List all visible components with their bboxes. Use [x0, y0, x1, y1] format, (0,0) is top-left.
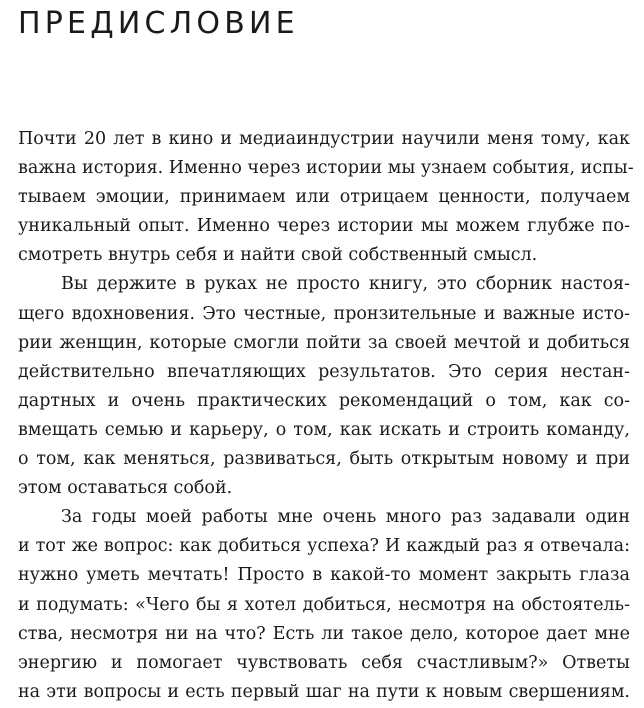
paragraph [18, 125, 634, 270]
text-line: действительно впечатляющих результатов. Это серия нестан- [18, 361, 630, 382]
text-line: важна история. Именно через истории мы узнаем события, испы- [18, 158, 634, 179]
text-line: дартных и очень практических рекомендаций о том, как со- [18, 390, 630, 411]
text-line: Вы держите в руках не просто книгу, это сборник настоя- [61, 274, 630, 295]
text-line: на эти вопросы и есть первый шаг на пути к новым свершениям. [18, 681, 630, 702]
text-line: смотреть внутрь себя и найти свой собственный смысл. [18, 245, 538, 266]
chapter-title: ПРЕДИСЛОВИЕ [18, 6, 299, 41]
text-line: Почти 20 лет в кино и медиаиндустрии научили меня тому, как [18, 129, 630, 149]
text-line: нужно уметь мечтать! Просто в какой-то момент закрыть глаза [18, 565, 630, 586]
text-line: энергию и помогает чувствовать себя счастливым?» Ответы [18, 652, 630, 673]
text-line: За годы моей работы мне очень много раз задавали один [61, 507, 630, 528]
text-line: и тот же вопрос: как добиться успеха? И каждый раз я отвечала: [18, 536, 630, 557]
chapter-body [18, 125, 634, 707]
text-line: о том, как меняться, развиваться, быть открытым новому и при [18, 449, 630, 470]
text-line: рии женщин, которые смогли пойти за своей мечтой и добиться [18, 332, 630, 353]
text-line: тываем эмоции, принимаем или отрицаем ценности, получаем [18, 187, 630, 208]
text-line: вмещать семью и карьеру, о том, как искать и строить команду, [18, 419, 630, 440]
paragraph [18, 503, 630, 707]
text-line: и подумать: «Чего бы я хотел добиться, несмотря на обстоятель- [18, 594, 630, 615]
text-line: ства, несмотря ни на что? Есть ли такое дело, которое дает мне [18, 623, 630, 644]
text-line: уникальный опыт. Именно через истории мы можем глубже по- [18, 216, 630, 237]
text-line: щего вдохновения. Это честные, пронзительные и важные исто- [18, 303, 630, 324]
paragraph [18, 270, 630, 503]
text-line: этом оставаться собой. [18, 478, 233, 499]
